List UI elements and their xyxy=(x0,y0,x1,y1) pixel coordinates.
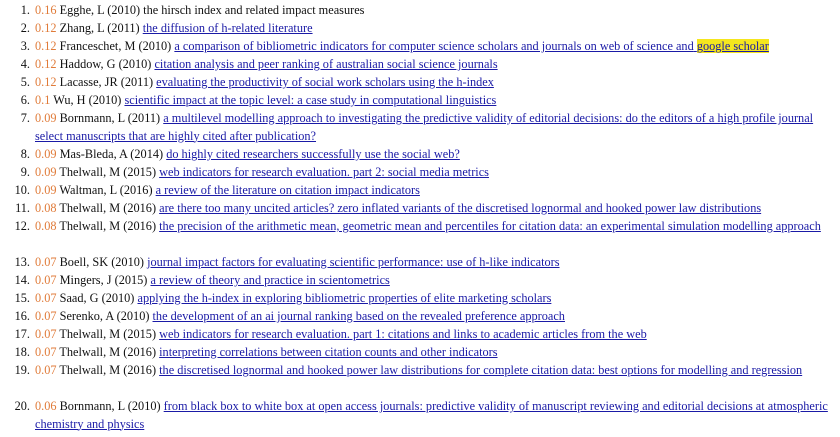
relevance-score: 0.06 xyxy=(35,399,57,413)
list-item xyxy=(0,38,836,56)
result-title-link[interactable]: are there too many uncited articles? zero inflated variants of the discretised lognormal and hooked power law distributions xyxy=(159,201,762,215)
result-title-link[interactable]: applying the h-index in exploring bibliometric properties of elite marketing scholars xyxy=(137,291,552,305)
result-title-link[interactable]: the diffusion of h-related literature xyxy=(142,21,313,35)
rank-number: 1. xyxy=(20,3,30,17)
result-title-link[interactable]: evaluating the productivity of social work scholars using the h-index xyxy=(156,75,494,89)
result-title-link[interactable]: a review of theory and practice in scientometrics xyxy=(150,273,390,287)
author-year: Serenko, A (2010) xyxy=(59,309,150,323)
relevance-score: 0.08 xyxy=(35,219,57,233)
result-title-link[interactable]: citation analysis and peer ranking of australian social science journals xyxy=(154,57,498,71)
rank-number: 18. xyxy=(14,345,30,359)
author-year: Waltman, L (2016) xyxy=(59,183,153,197)
relevance-score: 0.16 xyxy=(35,3,57,17)
result-title-link[interactable]: do highly cited researchers successfully use the social web? xyxy=(166,147,460,161)
list-item xyxy=(0,362,836,380)
list-item xyxy=(0,2,836,20)
list-item xyxy=(0,164,836,182)
result-title: the hirsch index and related impact measures xyxy=(143,3,365,17)
author-year: Mingers, J (2015) xyxy=(59,273,148,287)
author-year: Thelwall, M (2016) xyxy=(59,345,157,359)
relevance-score: 0.07 xyxy=(35,327,57,341)
relevance-score: 0.08 xyxy=(35,201,57,215)
author-year: Lacasse, JR (2011) xyxy=(59,75,154,89)
author-year: Saad, G (2010) xyxy=(59,291,135,305)
relevance-score: 0.07 xyxy=(35,363,57,377)
relevance-score: 0.12 xyxy=(35,21,57,35)
relevance-score: 0.09 xyxy=(35,165,57,179)
author-year: Thelwall, M (2016) xyxy=(59,363,157,377)
rank-number: 2. xyxy=(20,21,30,35)
rank-number: 4. xyxy=(20,57,30,71)
result-title-link[interactable]: the precision of the arithmetic mean, geometric mean and percentiles for citation data: an experimental simulation modelling approach xyxy=(159,219,821,233)
relevance-score: 0.09 xyxy=(35,147,57,161)
result-title-link[interactable]: a review of the literature on citation impact indicators xyxy=(155,183,420,197)
list-item xyxy=(0,290,836,308)
list-item xyxy=(0,182,836,200)
relevance-score: 0.12 xyxy=(35,75,57,89)
rank-number: 6. xyxy=(20,93,30,107)
rank-number: 12. xyxy=(14,219,30,233)
relevance-score: 0.07 xyxy=(35,309,57,323)
rank-number: 16. xyxy=(14,309,30,323)
author-year: Haddow, G (2010) xyxy=(59,57,152,71)
list-item xyxy=(0,110,836,145)
result-title-link[interactable]: scientific impact at the topic level: a case study in computational linguistics xyxy=(124,93,497,107)
result-title-text: a comparison of bibliometric indicators for computer science scholars and journals on web of science and xyxy=(174,39,694,53)
result-title-link[interactable] xyxy=(174,39,769,53)
list-item xyxy=(0,326,836,344)
result-title-link[interactable]: journal impact factors for evaluating scientific performance: use of h-like indicators xyxy=(147,255,560,269)
rank-number: 20. xyxy=(14,399,30,413)
rank-number: 10. xyxy=(14,183,30,197)
relevance-score: 0.07 xyxy=(35,345,57,359)
result-title-link[interactable]: the development of an ai journal ranking based on the revealed preference approach xyxy=(152,309,565,323)
author-year: Thelwall, M (2016) xyxy=(59,219,157,233)
highlighted-term: google scholar xyxy=(696,39,769,53)
list-item xyxy=(0,146,836,164)
author-year: Zhang, L (2011) xyxy=(59,21,140,35)
rank-number: 3. xyxy=(20,39,30,53)
relevance-score: 0.07 xyxy=(35,273,57,287)
list-item xyxy=(0,398,836,433)
author-year: Thelwall, M (2015) xyxy=(59,327,157,341)
list-item xyxy=(0,272,836,290)
list-item xyxy=(0,56,836,74)
result-title-link[interactable]: web indicators for research evaluation. part 2: social media metrics xyxy=(159,165,489,179)
list-item xyxy=(0,254,836,272)
author-year: Wu, H (2010) xyxy=(53,93,122,107)
author-year: Thelwall, M (2015) xyxy=(59,165,157,179)
rank-number: 14. xyxy=(14,273,30,287)
rank-number: 9. xyxy=(20,165,30,179)
list-item xyxy=(0,218,836,236)
list-item xyxy=(0,74,836,92)
rank-number: 19. xyxy=(14,363,30,377)
list-item xyxy=(0,20,836,38)
author-year: Mas-Bleda, A (2014) xyxy=(59,147,164,161)
relevance-score: 0.09 xyxy=(35,111,57,125)
list-item xyxy=(0,200,836,218)
result-title-link[interactable]: from black box to white box at open access journals: predictive validity of manuscript reviewing and editorial decisions at atmospheric chemistry and physics xyxy=(35,399,828,431)
rank-number: 15. xyxy=(14,291,30,305)
rank-number: 17. xyxy=(14,327,30,341)
relevance-score: 0.12 xyxy=(35,39,57,53)
author-year: Boell, SK (2010) xyxy=(59,255,144,269)
rank-number: 5. xyxy=(20,75,30,89)
author-year: Thelwall, M (2016) xyxy=(59,201,157,215)
rank-number: 11. xyxy=(15,201,30,215)
list-item xyxy=(0,92,836,110)
author-year: Bornmann, L (2011) xyxy=(59,111,161,125)
result-title-link[interactable]: a multilevel modelling approach to investigating the predictive validity of editorial decisions: do the editors of a high profile journal select manuscripts that are highly cited after publication? xyxy=(35,111,814,143)
list-item xyxy=(0,344,836,362)
result-title-link[interactable]: the discretised lognormal and hooked power law distributions for complete citation data: best options for modelling and regression xyxy=(159,363,803,377)
author-year: Bornmann, L (2010) xyxy=(59,399,161,413)
result-title-link[interactable]: interpreting correlations between citation counts and other indicators xyxy=(159,345,498,359)
relevance-score: 0.1 xyxy=(35,93,51,107)
result-title-link[interactable]: web indicators for research evaluation. part 1: citations and links to academic articles from the web xyxy=(159,327,647,341)
relevance-score: 0.07 xyxy=(35,291,57,305)
author-year: Egghe, L (2010) xyxy=(59,3,141,17)
relevance-score: 0.12 xyxy=(35,57,57,71)
list-item xyxy=(0,308,836,326)
rank-number: 8. xyxy=(20,147,30,161)
rank-number: 13. xyxy=(14,255,30,269)
rank-number: 7. xyxy=(20,111,30,125)
relevance-score: 0.09 xyxy=(35,183,57,197)
author-year: Franceschet, M (2010) xyxy=(59,39,172,53)
relevance-score: 0.07 xyxy=(35,255,57,269)
